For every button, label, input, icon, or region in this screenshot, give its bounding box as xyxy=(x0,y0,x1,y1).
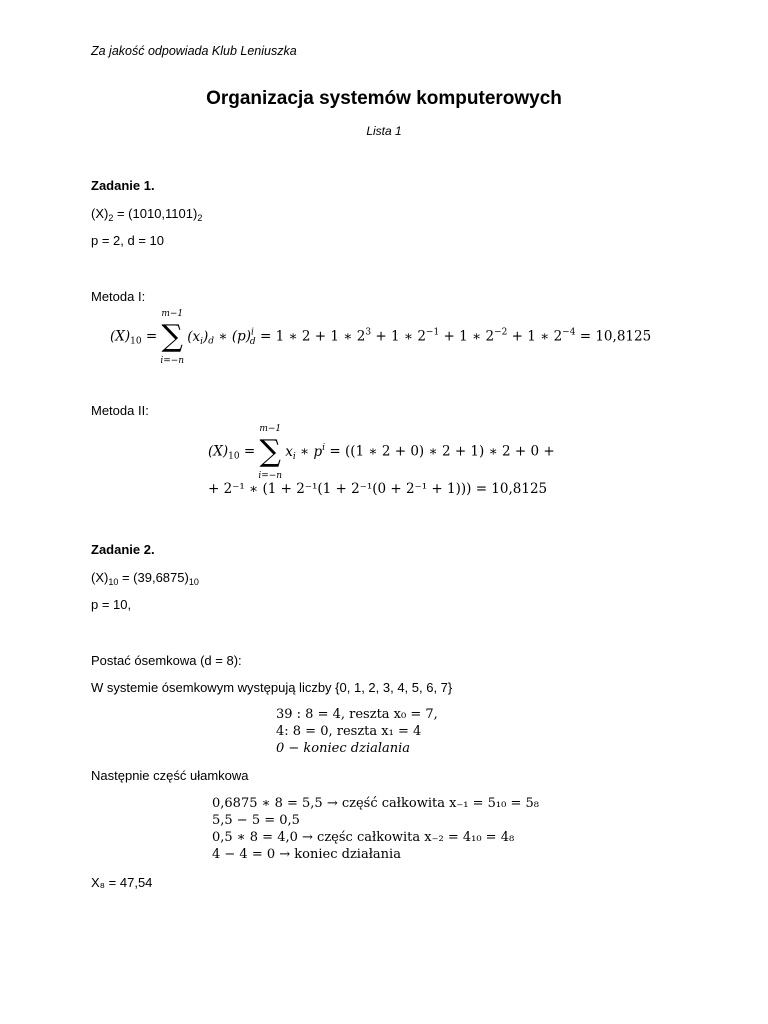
task1-heading: Zadanie 1. xyxy=(91,178,155,193)
method1-formula: $(X)_{10}$ = m−1 ∑ i=−n $(x_i)_d$ ∗ $(p)^i_d = 1$ ∗ 2 + 1 ∗ $2^3 + 1$ ∗ $2^{-1} + 1$ ∗ $2^{-2} + 1$ ∗ $2^{-4} = 10,8125$ xyxy=(110,309,652,366)
octal-label: Postać ósemkowa (d = 8): xyxy=(91,653,242,668)
octal-digits: W systemie ósemkowym występują liczby {0, 1, 2, 3, 4, 5, 6, 7} xyxy=(91,680,453,695)
task2-heading: Zadanie 2. xyxy=(91,542,155,557)
fraction-line: 4 − 4 = 0 → koniec działania xyxy=(212,847,401,862)
method1-label: Metoda I: xyxy=(91,289,146,304)
sum-symbol: m−1 ∑ i=−n xyxy=(258,424,283,481)
task2-params: p = 10, xyxy=(91,597,132,612)
method2-label: Metoda II: xyxy=(91,403,149,418)
division-line: 4: 8 = 0, reszta x₁ = 4 xyxy=(276,724,422,739)
page-subtitle: Lista 1 xyxy=(366,124,402,138)
sum-symbol: m−1 ∑ i=−n xyxy=(160,309,185,366)
task2-result: X₈ = 47,54 xyxy=(91,875,153,890)
header-note: Za jakość odpowiada Klub Leniuszka xyxy=(91,44,297,58)
method2-formula-line2: + 2⁻¹ ∗ (1 + 2⁻¹(1 + 2⁻¹(0 + 2⁻¹ + 1))) = 10,8125 xyxy=(208,481,548,497)
fraction-line: 5,5 − 5 = 0,5 xyxy=(212,813,300,828)
division-line: 0 − koniec dzialania xyxy=(276,741,411,756)
task1-params: p = 2, d = 10 xyxy=(91,233,165,248)
page-title: Organizacja systemów komputerowych xyxy=(206,88,562,109)
task1-given: $(X)_2 = (1010,1101)_2$ xyxy=(91,206,203,223)
fraction-line: 0,6875 ∗ 8 = 5,5 → część całkowita x₋₁ = 5₁₀ = 5₈ xyxy=(212,796,539,811)
fraction-line: 0,5 ∗ 8 = 4,0 → częśc całkowita x₋₂ = 4₁₀ = 4₈ xyxy=(212,830,515,845)
task2-given: $(X)_{10} = (39,6875)_{10}$ xyxy=(91,570,199,587)
method2-formula-line1: $(X)_{10}$ = m−1 ∑ i=−n $x_i$ ∗ $p^i = ((1$ ∗ 2 + 0) ∗ 2 + 1) ∗ 2 + 0 + xyxy=(208,424,555,481)
fraction-label: Następnie część ułamkowa xyxy=(91,768,249,783)
division-line: 39 : 8 = 4, reszta x₀ = 7, xyxy=(276,707,438,722)
